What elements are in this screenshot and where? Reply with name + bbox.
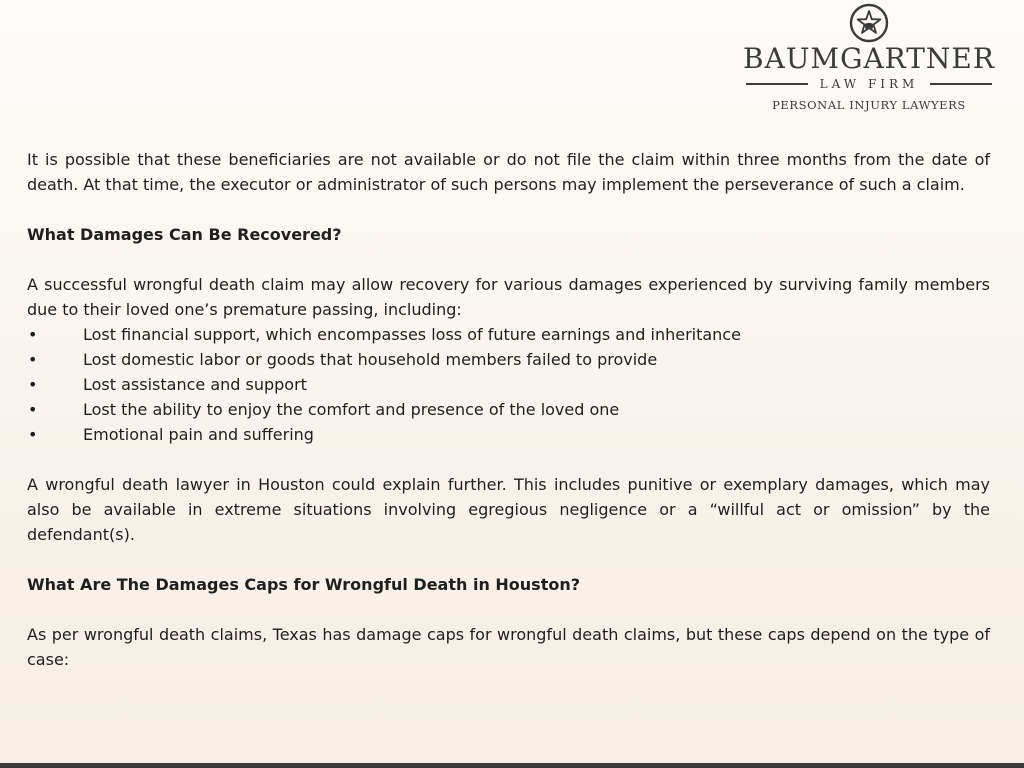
article-body [27,147,990,672]
list-item-text: Lost assistance and support [83,375,307,394]
list-item [27,372,990,397]
list-item-text: Lost the ability to enjoy the comfort and presence of the loved one [83,400,620,419]
logo-subtitle [727,76,1011,92]
paragraph-beneficiaries: It is possible that these beneficiaries are not available or do not file the claim within three months from the date of death. At that time, the executor or administrator of such persons may implement the perseverance of such a claim. [27,150,990,194]
logo-firm-name: BAUMGARTNER [743,42,995,75]
logo-subtitle-text: LAW FIRM [819,77,919,91]
heading-damages-caps: What Are The Damages Caps for Wrongful Death in Houston? [27,575,581,594]
logo-rule-left [746,83,808,85]
spacer [27,547,990,572]
footer-divider [0,763,1024,768]
paragraph-successful-claim: A successful wrongful death claim may allow recovery for various damages experienced by surviving family members due to their loved one’s premature passing, including: [27,275,990,319]
paragraph-texas-caps: As per wrongful death claims, Texas has damage caps for wrongful death claims, but these caps depend on the type of case: [27,625,990,669]
damages-list [27,322,990,447]
list-item-text: Emotional pain and suffering [83,425,314,444]
list-item [27,347,990,372]
spacer [27,247,990,272]
list-item [27,422,990,447]
logo-rule-right [930,83,992,85]
bullet-icon: • [28,350,38,369]
list-item-text: Lost domestic labor or goods that household members failed to provide [83,350,658,369]
bullet-icon: • [28,425,38,444]
list-item [27,322,990,347]
bullet-icon: • [28,400,38,419]
paragraph-houston-lawyer: A wrongful death lawyer in Houston could explain further. This includes punitive or exemplary damages, which may also be available in extreme situations involving egregious negligence or a “willful act or omission” by the defendant(s). [27,475,990,544]
spacer [27,447,990,472]
bullet-icon: • [28,375,38,394]
list-item-text: Lost financial support, which encompasses loss of future earnings and inheritance [83,325,741,344]
bullet-icon: • [28,325,38,344]
firm-logo [727,2,1011,120]
star-seal-icon [848,2,890,44]
spacer [27,197,990,222]
heading-damages-recovered: What Damages Can Be Recovered? [27,225,342,244]
list-item [27,397,990,422]
logo-tagline: PERSONAL INJURY LAWYERS [772,98,966,112]
spacer [27,597,990,622]
